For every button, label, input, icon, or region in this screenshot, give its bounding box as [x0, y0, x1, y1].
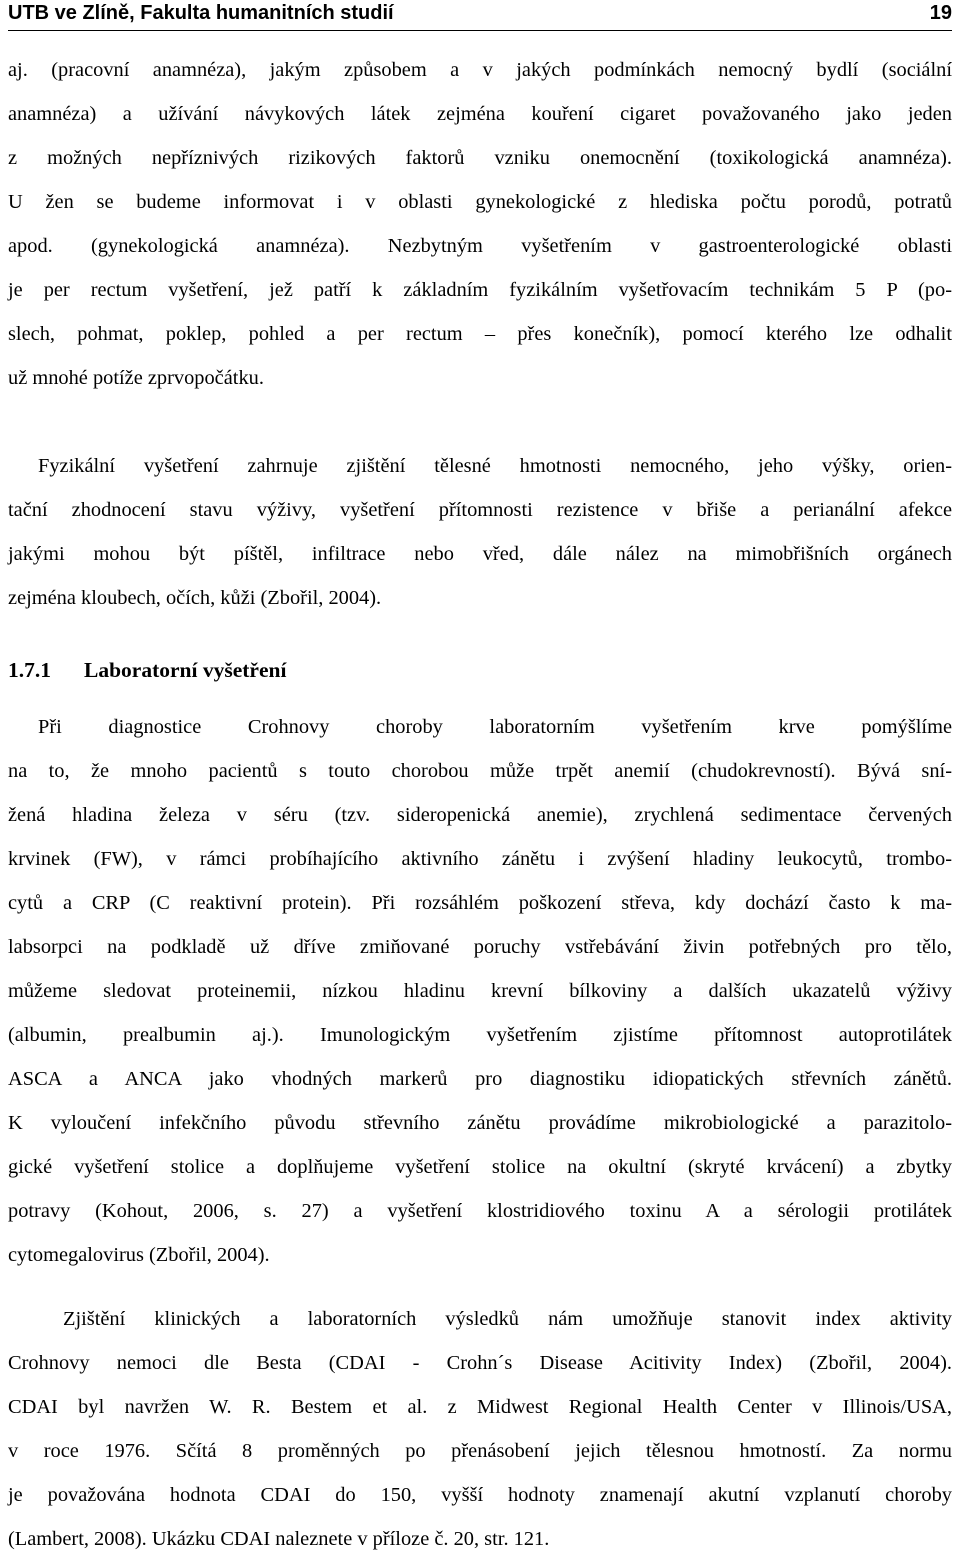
text-line: už mnohé potíže zprvopočátku. — [8, 367, 264, 389]
section-heading — [8, 656, 286, 684]
text-line: můžeme sledovat proteinemii, nízkou hladinu krevní bílkoviny a dalších ukazatelů výživy — [8, 980, 952, 1002]
text-line: aj. (pracovní anamnéza), jakým způsobem a v jakých podmínkách nemocný bydlí (sociální — [8, 59, 952, 81]
page-header — [8, 0, 952, 31]
text-line: ASCA a ANCA jako vhodných markerů pro diagnostiku idiopatických střevních zánětů. — [8, 1068, 952, 1090]
text-line: (Lambert, 2008). Ukázku CDAI naleznete v příloze č. 20, str. 121. — [8, 1528, 550, 1550]
text-line: zejména kloubech, očích, kůži (Zbořil, 2004). — [8, 587, 382, 609]
text-line: v roce 1976. Sčítá 8 proměnných po přenásobení jejich tělesnou hmotností. Za normu — [8, 1440, 952, 1462]
text-line: Fyzikální vyšetření zahrnuje zjištění tělesné hmotnosti nemocného, jeho výšky, orien- — [38, 455, 952, 477]
text-line: Zjištění klinických a laboratorních výsledků nám umožňuje stanovit index aktivity — [63, 1308, 952, 1330]
header-title: UTB ve Zlíně, Fakulta humanitních studií — [8, 2, 394, 24]
text-line: Crohnovy nemoci dle Besta (CDAI - Crohn´s Disease Acitivity Index) (Zbořil, 2004). — [8, 1352, 952, 1374]
page-number: 19 — [929, 2, 952, 24]
text-line: U žen se budeme informovat i v oblasti gynekologické z hlediska počtu porodů, potratů — [8, 191, 952, 213]
text-line: je per rectum vyšetření, jež patří k základním fyzikálním vyšetřovacím technikám 5 P (po- — [8, 279, 952, 301]
text-line: slech, pohmat, poklep, pohled a per rectum – přes konečník), pomocí kterého lze odhalit — [8, 323, 952, 345]
text-line: krvinek (FW), v rámci probíhajícího aktivního zánětu i zvýšení hladiny leukocytů, trombo- — [8, 848, 952, 870]
text-line: žená hladina železa v séru (tzv. sideropenická anemie), zrychlená sedimentace červených — [8, 804, 952, 826]
text-line: anamnéza) a užívání návykových látek zejména kouření cigaret považovaného jako jeden — [8, 103, 952, 125]
text-line: apod. (gynekologická anamnéza). Nezbytným vyšetřením v gastroenterologické oblasti — [8, 235, 952, 257]
text-line: K vyloučení infekčního původu střevního zánětu provádíme mikrobiologické a parazitolo- — [8, 1112, 952, 1134]
text-line: cytů a CRP (C reaktivní protein). Při rozsáhlém poškození střeva, kdy dochází často k ma- — [8, 892, 952, 914]
text-line: jakými mohou být píštěl, infiltrace nebo vřed, dále nález na mimobřišních orgánech — [8, 543, 952, 565]
text-line: labsorpci na podkladě už dříve zmiňované poruchy vstřebávání živin potřebných pro tělo, — [8, 936, 952, 958]
text-line: z možných nepříznivých rizikových faktorů vzniku onemocnění (toxikologická anamnéza). — [8, 147, 952, 169]
text-line: tační zhodnocení stavu výživy, vyšetření přítomnosti rezistence v břiše a perianální afekce — [8, 499, 952, 521]
text-line: je považována hodnota CDAI do 150, vyšší hodnoty znamenají akutní vzplanutí choroby — [8, 1484, 952, 1506]
text-line: CDAI byl navržen W. R. Bestem et al. z Midwest Regional Health Center v Illinois/USA, — [8, 1396, 952, 1418]
text-line: potravy (Kohout, 2006, s. 27) a vyšetření klostridiového toxinu A a sérologii protilátek — [8, 1200, 952, 1222]
text-line: cytomegalovirus (Zbořil, 2004). — [8, 1244, 270, 1266]
text-line: gické vyšetření stolice a doplňujeme vyšetření stolice na okultní (skryté krvácení) a zbytky — [8, 1156, 952, 1178]
text-line: (albumin, prealbumin aj.). Imunologickým vyšetřením zjistíme přítomnost autoprotilátek — [8, 1024, 952, 1046]
text-line: na to, že mnoho pacientů s touto chorobou může trpět anemií (chudokrevností). Bývá sní- — [8, 760, 952, 782]
section-title: Laboratorní vyšetření — [84, 658, 287, 682]
text-line: Při diagnostice Crohnovy choroby laboratorním vyšetřením krve pomýšlíme — [38, 716, 952, 738]
section-number: 1.7.1 — [8, 658, 51, 682]
